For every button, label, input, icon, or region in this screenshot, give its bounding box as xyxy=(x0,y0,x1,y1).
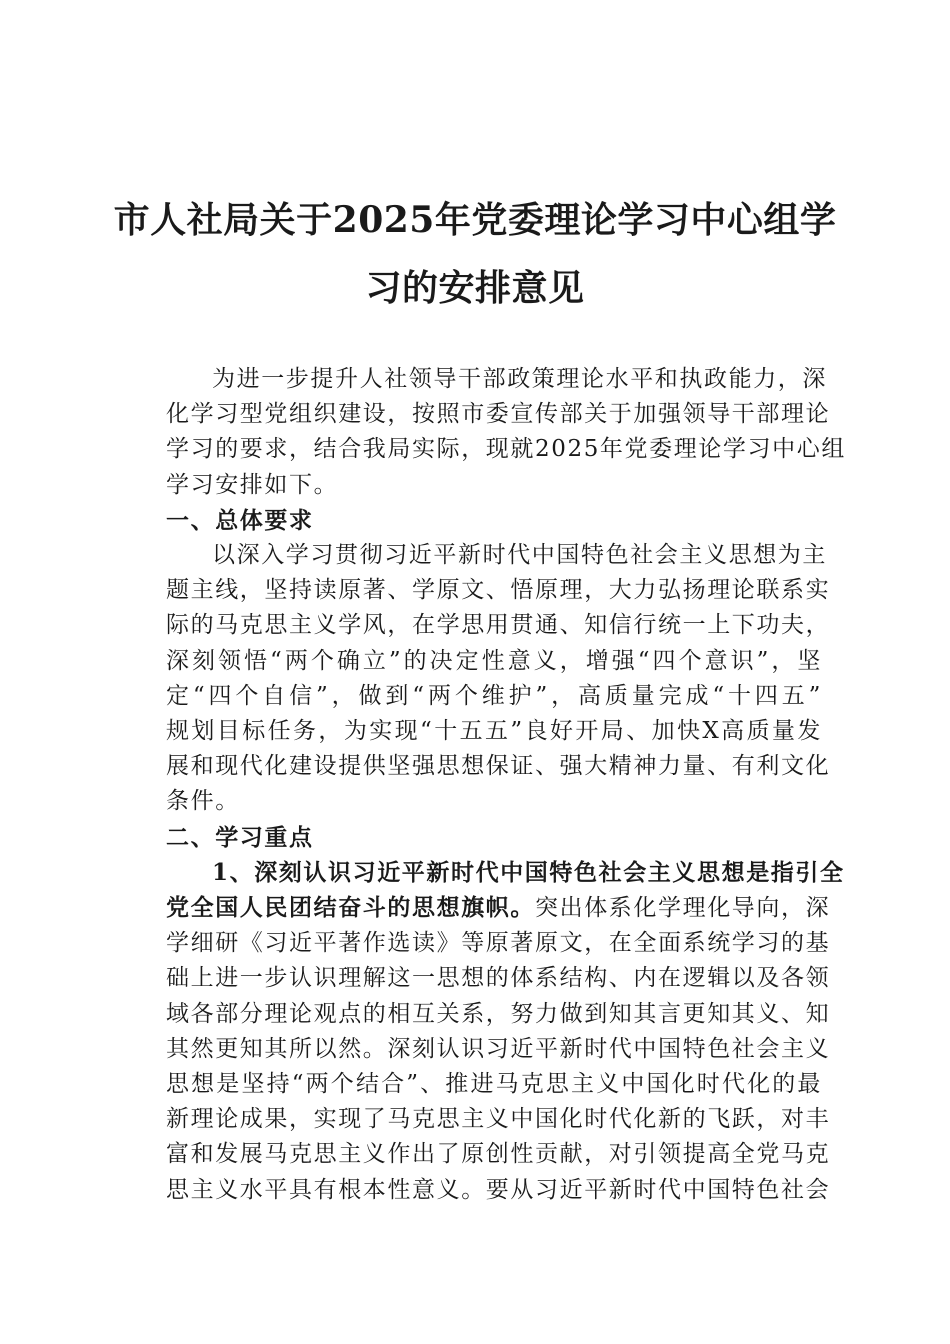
section-heading-general-requirements: 一、总体要求 xyxy=(166,506,314,534)
text-span: 突出体系化学理化导向，深 xyxy=(535,895,831,922)
text-line: 条件。 xyxy=(166,788,240,815)
text-line: 展和现代化建设提供坚强思想保证、强大精神力量、有利文化 xyxy=(166,753,831,780)
section-heading-study-focus: 二、学习重点 xyxy=(166,823,314,851)
text-line: 题主线，坚持读原著、学原文、悟原理，大力弘扬理论联系实 xyxy=(166,577,831,604)
document-title-line-1: 市人社局关于2025年党委理论学习中心组学 xyxy=(113,199,837,241)
intro-paragraph xyxy=(120,362,846,503)
text-line: 以深入学习贯彻习近平新时代中国特色社会主义思想为主 xyxy=(212,542,827,569)
document-body xyxy=(120,362,846,1208)
text-line: 思想是坚持“两个结合”、推进马克思主义中国化时代化的最 xyxy=(166,1071,822,1098)
section1-paragraph xyxy=(120,538,831,820)
text-line: 域各部分理论观点的相互关系，努力做到知其言更知其义、知 xyxy=(166,1000,831,1027)
text-line: 定“四个自信”，做到“两个维护”，高质量完成“十四五” xyxy=(166,682,822,709)
document-title-line-2: 习的安排意见 xyxy=(365,267,585,309)
text-line: 其然更知其所以然。深刻认识习近平新时代中国特色社会主义 xyxy=(166,1035,831,1062)
text-line: 化学习型党组织建设，按照市委宣传部关于加强领导干部理论 xyxy=(166,401,831,428)
text-line: 学习安排如下。 xyxy=(166,471,339,498)
text-line: 际的马克思主义学风，在学思用贯通、知信行统一上下功夫， xyxy=(166,612,831,639)
text-line: 为进一步提升人社领导干部政策理论水平和执政能力，深 xyxy=(212,366,827,392)
text-line: 思主义水平具有根本性意义。要从习近平新时代中国特色社会 xyxy=(166,1176,831,1203)
bold-text-line: 1、深刻认识习近平新时代中国特色社会主义思想是指引全 xyxy=(212,858,845,886)
text-line: 规划目标任务，为实现“十五五”良好开局、加快X高质量发 xyxy=(166,718,822,745)
text-line: 富和发展马克思主义作出了原创性贡献，对引领提高全党马克 xyxy=(166,1141,831,1168)
text-line: 础上进一步认识理解这一思想的体系结构、内在逻辑以及各领 xyxy=(166,965,831,992)
bold-text-span: 党全国人民团结奋斗的思想旗帜。 xyxy=(166,894,535,922)
text-line xyxy=(120,890,831,926)
point1-paragraph xyxy=(120,855,845,1208)
text-line: 深刻领悟“两个确立”的决定性意义，增强“四个意识”，坚 xyxy=(166,647,822,674)
text-line: 学细研《习近平著作选读》等原著原文，在全面系统学习的基 xyxy=(166,930,831,957)
text-line: 新理论成果，实现了马克思主义中国化时代化新的飞跃，对丰 xyxy=(166,1106,831,1133)
text-line: 学习的要求，结合我局实际，现就2025年党委理论学习中心组 xyxy=(166,436,846,463)
